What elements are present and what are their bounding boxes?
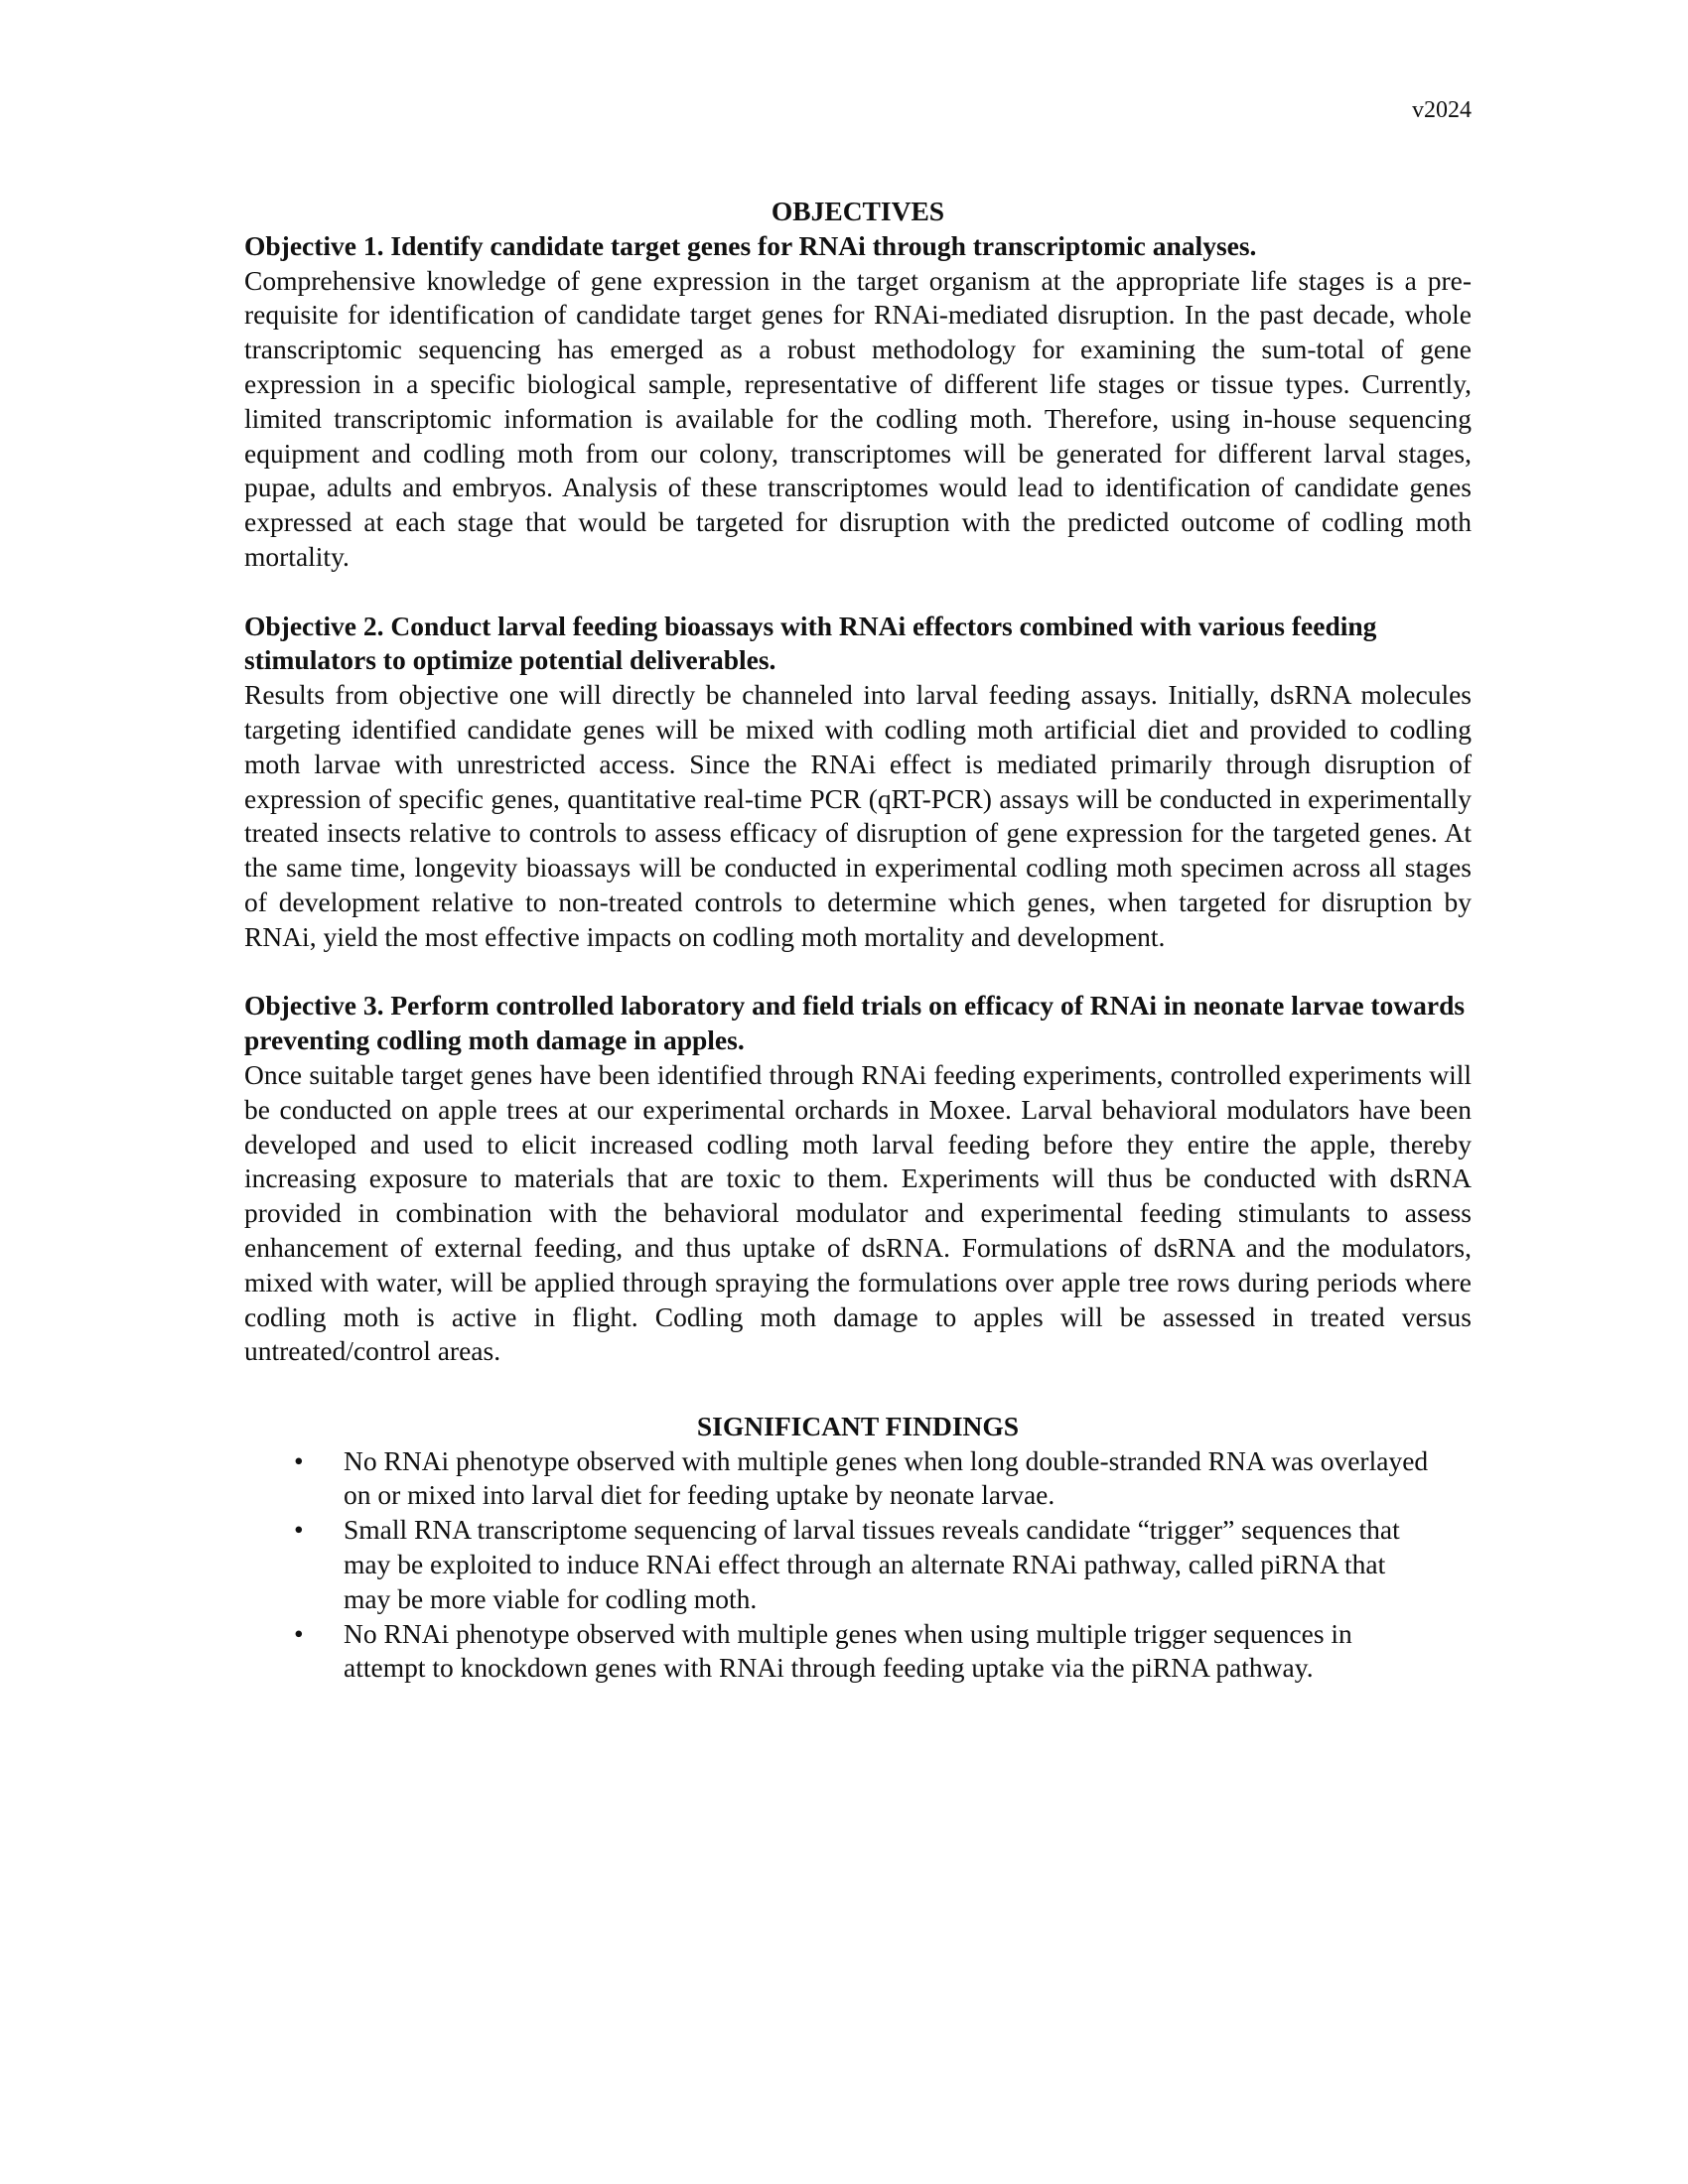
bullet-icon: • — [294, 1617, 304, 1649]
finding-item — [244, 1444, 1472, 1514]
findings-heading: SIGNIFICANT FINDINGS — [696, 1410, 1020, 1441]
objective-1 — [244, 229, 1472, 575]
bullet-icon: • — [294, 1514, 304, 1546]
objective-3 — [244, 989, 1472, 1369]
section-spacer — [244, 575, 1472, 610]
section-spacer — [244, 955, 1472, 990]
finding-text: No RNAi phenotype observed with multiple genes when using multiple trigger sequences in attempt to knockdown genes with RNAi through feeding uptake via the piRNA pathway. — [344, 1617, 1352, 1684]
finding-item — [244, 1513, 1472, 1616]
findings-list — [244, 1444, 1472, 1687]
finding-text: No RNAi phenotype observed with multiple genes when long double-stranded RNA was overlayed on or mixed into larval diet for feeding uptake by neonate larvae. — [344, 1444, 1429, 1511]
objective-2 — [244, 610, 1472, 955]
version-label: v2024 — [1412, 97, 1472, 123]
bullet-icon: • — [294, 1444, 304, 1476]
objective-title: Objective 3. Perform controlled laboratory and field trials on efficacy of RNAi in neonate larvae towards preventing codling moth damage in apples. — [244, 990, 1466, 1056]
objective-body: Comprehensive knowledge of gene expression in the target organism at the appropriate life stages is a pre-requisite for identification of candidate target genes for RNAi-mediated disruption. In the past decade, whole transcriptomic sequencing has emerged as a robust methodology for examining the sum-total of gene expression in a specific biological sample, representative of different life stages or tissue types. Currently, limited transcriptomic information is available for the codling moth. Therefore, using in-house sequencing equipment and codling moth from our colony, transcriptomes will be generated for different larval stages, pupae, adults and embryos. Analysis of these transcriptomes would lead to identification of candidate genes expressed at each stage that would be targeted for disruption with the predicted outcome of codling moth mortality. — [244, 264, 1472, 572]
section-spacer — [244, 1369, 1472, 1404]
objectives-heading: OBJECTIVES — [771, 196, 945, 226]
objective-title: Objective 1. Identify candidate target genes for RNAi through transcriptomic analyses. — [244, 229, 1257, 261]
objective-title: Objective 2. Conduct larval feeding bioassays with RNAi effectors combined with various feeding stimulators to optimize potential deliverables. — [244, 610, 1377, 676]
document-content — [244, 195, 1472, 1686]
finding-item — [244, 1617, 1472, 1687]
objective-body: Once suitable target genes have been identified through RNAi feeding experiments, controlled experiments will be conducted on apple trees at our experimental orchards in Moxee. Larval behavioral modulators have been developed and used to elicit increased codling moth larval feeding before they entire the apple, thereby increasing exposure to materials that are toxic to them. Experiments will thus be conducted with dsRNA provided in combination with the behavioral modulator and experimental feeding stimulants to assess enhancement of external feeding, and thus uptake of dsRNA. Formulations of dsRNA and the modulators, mixed with water, will be applied through spraying the formulations over apple tree rows during periods where codling moth is active in flight. Codling moth damage to apples will be assessed in treated versus untreated/control areas. — [244, 1058, 1472, 1367]
objective-body: Results from objective one will directly be channeled into larval feeding assays. Initially, dsRNA molecules targeting identified candidate genes will be mixed with codling moth artificial diet and provided to codling moth larvae with unrestricted access. Since the RNAi effect is mediated primarily through disruption of expression of specific genes, quantitative real-time PCR (qRT-PCR) assays will be conducted in experimentally treated insects relative to controls to assess efficacy of disruption of gene expression for the targeted genes. At the same time, longevity bioassays will be conducted in experimental codling moth specimen across all stages of development relative to non-treated controls to determine which genes, when targeted for disruption by RNAi, yield the most effective impacts on codling moth mortality and development. — [244, 679, 1472, 952]
finding-text: Small RNA transcriptome sequencing of larval tissues reveals candidate “trigger” sequences that may be exploited to induce RNAi effect through an alternate RNAi pathway, called piRNA that may be more viable for codling moth. — [344, 1514, 1400, 1614]
